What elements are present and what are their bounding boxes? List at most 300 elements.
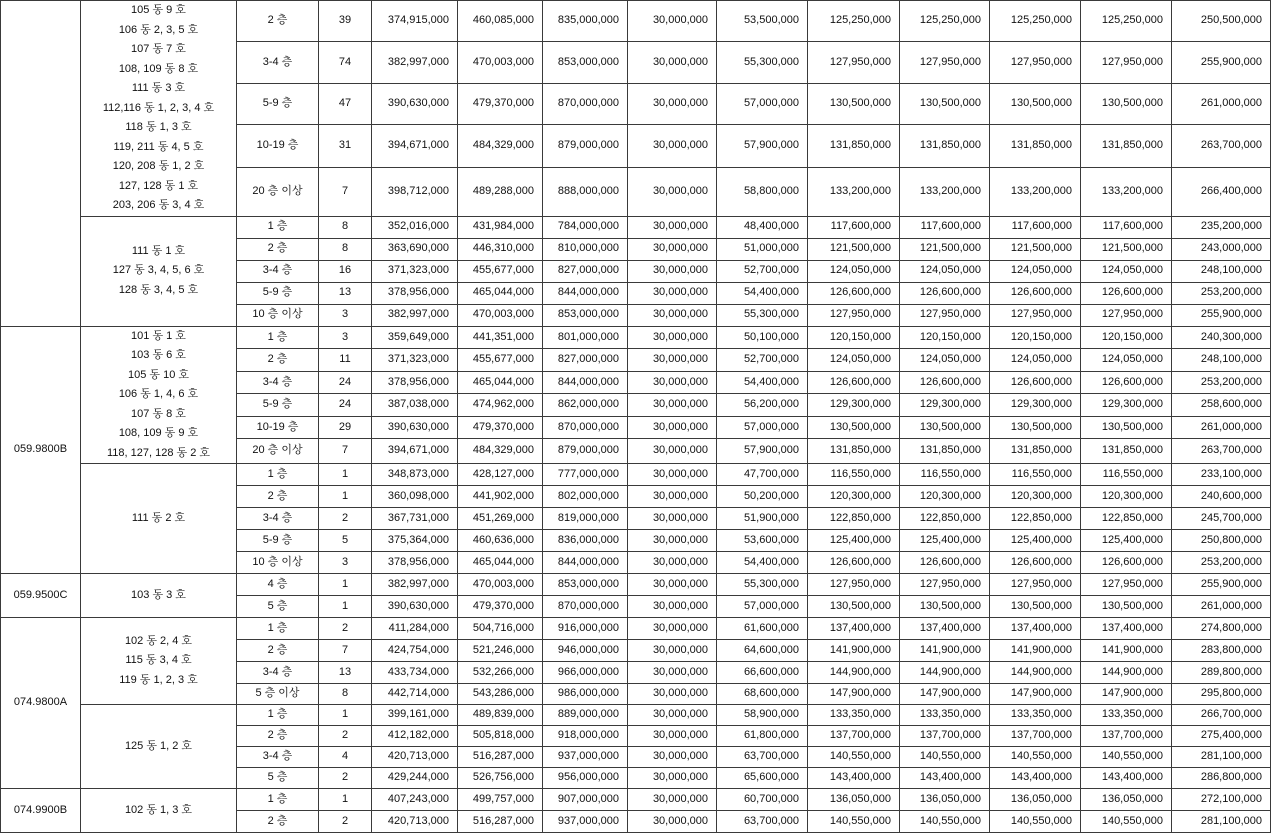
amount-cell: 889,000,000	[543, 705, 628, 726]
amount-cell: 57,000,000	[717, 83, 808, 124]
amount-cell: 255,900,000	[1172, 304, 1271, 326]
amount-cell: 30,000,000	[628, 640, 717, 662]
amount-cell: 378,956,000	[372, 371, 458, 394]
amount-cell: 127,950,000	[808, 304, 900, 326]
dong-ho-line: 127, 128 동 1 호	[118, 179, 199, 192]
amount-cell: 143,400,000	[900, 768, 990, 789]
amount-cell: 131,850,000	[900, 125, 990, 167]
amount-cell: 120,150,000	[900, 326, 990, 349]
amount-cell: 360,098,000	[372, 486, 458, 508]
amount-cell: 937,000,000	[543, 747, 628, 768]
amount-cell: 51,000,000	[717, 238, 808, 260]
amount-cell: 124,050,000	[1081, 349, 1172, 372]
floor-cell: 1 층	[237, 216, 319, 238]
amount-cell: 442,714,000	[372, 684, 458, 705]
amount-cell: 122,850,000	[990, 508, 1081, 530]
amount-cell: 130,500,000	[900, 596, 990, 618]
amount-cell: 261,000,000	[1172, 596, 1271, 618]
amount-cell: 777,000,000	[543, 464, 628, 486]
amount-cell: 516,287,000	[458, 811, 543, 833]
amount-cell: 116,550,000	[990, 464, 1081, 486]
amount-cell: 120,300,000	[990, 486, 1081, 508]
amount-cell: 144,900,000	[808, 662, 900, 684]
amount-cell: 295,800,000	[1172, 684, 1271, 705]
unit-count-cell: 16	[319, 260, 372, 282]
floor-cell: 2 층	[237, 726, 319, 747]
amount-cell: 133,350,000	[990, 705, 1081, 726]
amount-cell: 431,984,000	[458, 216, 543, 238]
amount-cell: 127,950,000	[990, 574, 1081, 596]
amount-cell: 131,850,000	[900, 439, 990, 464]
unit-count-cell: 13	[319, 282, 372, 304]
dong-ho-line: 119, 211 동 4, 5 호	[113, 140, 204, 153]
dong-ho-line: 203, 206 동 3, 4 호	[112, 199, 205, 211]
unit-count-cell: 8	[319, 684, 372, 705]
amount-cell: 281,100,000	[1172, 811, 1271, 833]
amount-cell: 48,400,000	[717, 216, 808, 238]
amount-cell: 879,000,000	[543, 439, 628, 464]
unit-count-cell: 24	[319, 371, 372, 394]
amount-cell: 240,300,000	[1172, 326, 1271, 349]
unit-count-cell: 74	[319, 42, 372, 83]
amount-cell: 52,700,000	[717, 349, 808, 372]
amount-cell: 50,200,000	[717, 486, 808, 508]
amount-cell: 489,839,000	[458, 705, 543, 726]
floor-cell: 20 층 이상	[237, 439, 319, 464]
amount-cell: 504,716,000	[458, 618, 543, 640]
amount-cell: 470,003,000	[458, 574, 543, 596]
amount-cell: 844,000,000	[543, 282, 628, 304]
amount-cell: 30,000,000	[628, 662, 717, 684]
amount-cell: 30,000,000	[628, 238, 717, 260]
amount-cell: 352,016,000	[372, 216, 458, 238]
amount-cell: 127,950,000	[1081, 574, 1172, 596]
unit-count-cell: 8	[319, 238, 372, 260]
amount-cell: 441,351,000	[458, 326, 543, 349]
amount-cell: 126,600,000	[808, 282, 900, 304]
amount-cell: 121,500,000	[990, 238, 1081, 260]
unit-count-cell: 1	[319, 789, 372, 811]
amount-cell: 378,956,000	[372, 552, 458, 574]
floor-cell: 2 층	[237, 811, 319, 833]
dong-ho-line: 108, 109 동 8 호	[118, 62, 199, 75]
amount-cell: 133,200,000	[1081, 167, 1172, 216]
amount-cell: 125,400,000	[808, 530, 900, 552]
amount-cell: 956,000,000	[543, 768, 628, 789]
amount-cell: 253,200,000	[1172, 282, 1271, 304]
amount-cell: 870,000,000	[543, 416, 628, 439]
amount-cell: 460,636,000	[458, 530, 543, 552]
amount-cell: 250,800,000	[1172, 530, 1271, 552]
dong-ho-line: 106 동 2, 3, 5 호	[118, 23, 199, 36]
table-row	[1, 464, 1271, 486]
amount-cell: 30,000,000	[628, 530, 717, 552]
dong-ho-line: 119 동 1, 2, 3 호	[119, 673, 198, 686]
amount-cell: 120,300,000	[1081, 486, 1172, 508]
amount-cell: 543,286,000	[458, 684, 543, 705]
amount-cell: 455,677,000	[458, 349, 543, 372]
amount-cell: 30,000,000	[628, 574, 717, 596]
amount-cell: 451,269,000	[458, 508, 543, 530]
dong-ho-line: 103 동 3 호	[131, 588, 186, 601]
amount-cell: 375,364,000	[372, 530, 458, 552]
amount-cell: 398,712,000	[372, 167, 458, 216]
floor-cell: 3-4 층	[237, 260, 319, 282]
amount-cell: 420,713,000	[372, 811, 458, 833]
unit-count-cell: 1	[319, 596, 372, 618]
unit-count-cell: 3	[319, 552, 372, 574]
amount-cell: 253,200,000	[1172, 371, 1271, 394]
amount-cell: 261,000,000	[1172, 416, 1271, 439]
amount-cell: 844,000,000	[543, 552, 628, 574]
amount-cell: 390,630,000	[372, 596, 458, 618]
amount-cell: 131,850,000	[990, 439, 1081, 464]
dong-ho-line: 105 동 10 호	[127, 368, 189, 381]
amount-cell: 68,600,000	[717, 684, 808, 705]
dong-ho-line: 111 동 2 호	[131, 511, 186, 524]
amount-cell: 30,000,000	[628, 811, 717, 833]
amount-cell: 54,400,000	[717, 282, 808, 304]
amount-cell: 136,050,000	[808, 789, 900, 811]
amount-cell: 484,329,000	[458, 125, 543, 167]
amount-cell: 286,800,000	[1172, 768, 1271, 789]
amount-cell: 122,850,000	[1081, 508, 1172, 530]
dong-ho-line: 111 동 1 호	[131, 244, 186, 257]
amount-cell: 30,000,000	[628, 747, 717, 768]
dong-ho-line: 127 동 3, 4, 5, 6 호	[112, 264, 205, 277]
amount-cell: 66,600,000	[717, 662, 808, 684]
unit-count-cell: 2	[319, 618, 372, 640]
amount-cell: 51,900,000	[717, 508, 808, 530]
amount-cell: 801,000,000	[543, 326, 628, 349]
amount-cell: 131,850,000	[808, 125, 900, 167]
unit-count-cell: 47	[319, 83, 372, 124]
housing-type-cell: 059.9800B	[1, 326, 81, 574]
amount-cell: 394,671,000	[372, 439, 458, 464]
amount-cell: 117,600,000	[1081, 216, 1172, 238]
amount-cell: 30,000,000	[628, 167, 717, 216]
dong-ho-line: 105 동 9 호	[131, 4, 186, 16]
amount-cell: 54,400,000	[717, 371, 808, 394]
amount-cell: 120,300,000	[808, 486, 900, 508]
floor-cell: 10-19 층	[237, 416, 319, 439]
amount-cell: 127,950,000	[808, 42, 900, 83]
amount-cell: 30,000,000	[628, 216, 717, 238]
amount-cell: 126,600,000	[900, 371, 990, 394]
dong-ho-line: 128 동 3, 4, 5 호	[118, 283, 199, 296]
floor-cell: 5 층 이상	[237, 684, 319, 705]
amount-cell: 489,288,000	[458, 167, 543, 216]
amount-cell: 122,850,000	[808, 508, 900, 530]
floor-cell: 3-4 층	[237, 747, 319, 768]
amount-cell: 121,500,000	[808, 238, 900, 260]
amount-cell: 117,600,000	[900, 216, 990, 238]
amount-cell: 255,900,000	[1172, 574, 1271, 596]
amount-cell: 129,300,000	[900, 394, 990, 417]
amount-cell: 374,915,000	[372, 1, 458, 42]
amount-cell: 126,600,000	[900, 552, 990, 574]
amount-cell: 136,050,000	[990, 789, 1081, 811]
table-row	[1, 1, 1271, 42]
amount-cell: 53,500,000	[717, 1, 808, 42]
amount-cell: 124,050,000	[900, 260, 990, 282]
amount-cell: 131,850,000	[990, 125, 1081, 167]
floor-cell: 3-4 층	[237, 371, 319, 394]
amount-cell: 126,600,000	[808, 552, 900, 574]
amount-cell: 441,902,000	[458, 486, 543, 508]
amount-cell: 986,000,000	[543, 684, 628, 705]
amount-cell: 144,900,000	[1081, 662, 1172, 684]
unit-count-cell: 2	[319, 508, 372, 530]
floor-cell: 2 층	[237, 1, 319, 42]
amount-cell: 433,734,000	[372, 662, 458, 684]
amount-cell: 446,310,000	[458, 238, 543, 260]
amount-cell: 470,003,000	[458, 304, 543, 326]
dong-ho-cell	[81, 216, 237, 326]
table-row	[1, 216, 1271, 238]
amount-cell: 116,550,000	[900, 464, 990, 486]
amount-cell: 140,550,000	[900, 747, 990, 768]
amount-cell: 140,550,000	[900, 811, 990, 833]
floor-cell: 2 층	[237, 349, 319, 372]
floor-cell: 1 층	[237, 789, 319, 811]
amount-cell: 274,800,000	[1172, 618, 1271, 640]
amount-cell: 144,900,000	[990, 662, 1081, 684]
amount-cell: 382,997,000	[372, 42, 458, 83]
amount-cell: 131,850,000	[1081, 125, 1172, 167]
amount-cell: 359,649,000	[372, 326, 458, 349]
amount-cell: 124,050,000	[990, 260, 1081, 282]
amount-cell: 879,000,000	[543, 125, 628, 167]
amount-cell: 140,550,000	[808, 811, 900, 833]
amount-cell: 946,000,000	[543, 640, 628, 662]
amount-cell: 263,700,000	[1172, 439, 1271, 464]
amount-cell: 30,000,000	[628, 326, 717, 349]
amount-cell: 133,200,000	[900, 167, 990, 216]
dong-ho-cell	[81, 464, 237, 574]
amount-cell: 30,000,000	[628, 464, 717, 486]
amount-cell: 124,050,000	[808, 260, 900, 282]
unit-count-cell: 1	[319, 486, 372, 508]
dong-ho-line: 111 동 3 호	[131, 82, 186, 94]
amount-cell: 127,950,000	[900, 42, 990, 83]
amount-cell: 505,818,000	[458, 726, 543, 747]
amount-cell: 30,000,000	[628, 42, 717, 83]
amount-cell: 117,600,000	[990, 216, 1081, 238]
dong-ho-line: 101 동 1 호	[131, 329, 186, 342]
amount-cell: 130,500,000	[990, 416, 1081, 439]
unit-count-cell: 39	[319, 1, 372, 42]
amount-cell: 125,400,000	[900, 530, 990, 552]
dong-ho-cell	[81, 618, 237, 705]
amount-cell: 133,350,000	[1081, 705, 1172, 726]
amount-cell: 862,000,000	[543, 394, 628, 417]
floor-cell: 3-4 층	[237, 508, 319, 530]
amount-cell: 143,400,000	[1081, 768, 1172, 789]
amount-cell: 455,677,000	[458, 260, 543, 282]
amount-cell: 129,300,000	[808, 394, 900, 417]
amount-cell: 394,671,000	[372, 125, 458, 167]
unit-count-cell: 1	[319, 705, 372, 726]
amount-cell: 63,700,000	[717, 811, 808, 833]
floor-cell: 1 층	[237, 705, 319, 726]
amount-cell: 144,900,000	[900, 662, 990, 684]
amount-cell: 137,400,000	[900, 618, 990, 640]
amount-cell: 147,900,000	[808, 684, 900, 705]
amount-cell: 130,500,000	[1081, 596, 1172, 618]
amount-cell: 126,600,000	[1081, 282, 1172, 304]
amount-cell: 140,550,000	[1081, 747, 1172, 768]
amount-cell: 127,950,000	[808, 574, 900, 596]
amount-cell: 141,900,000	[1081, 640, 1172, 662]
table-row	[1, 705, 1271, 726]
amount-cell: 137,700,000	[900, 726, 990, 747]
amount-cell: 126,600,000	[990, 282, 1081, 304]
floor-cell: 5 층	[237, 596, 319, 618]
amount-cell: 133,350,000	[808, 705, 900, 726]
amount-cell: 30,000,000	[628, 684, 717, 705]
amount-cell: 428,127,000	[458, 464, 543, 486]
amount-cell: 30,000,000	[628, 552, 717, 574]
dong-ho-line: 118, 127, 128 동 2 호	[106, 446, 210, 459]
amount-cell: 870,000,000	[543, 596, 628, 618]
amount-cell: 399,161,000	[372, 705, 458, 726]
amount-cell: 30,000,000	[628, 596, 717, 618]
amount-cell: 470,003,000	[458, 42, 543, 83]
amount-cell: 429,244,000	[372, 768, 458, 789]
amount-cell: 121,500,000	[900, 238, 990, 260]
unit-count-cell: 3	[319, 304, 372, 326]
dong-ho-line: 102 동 2, 4 호	[124, 634, 193, 647]
amount-cell: 870,000,000	[543, 83, 628, 124]
amount-cell: 255,900,000	[1172, 42, 1271, 83]
dong-ho-cell	[81, 1, 237, 217]
amount-cell: 125,250,000	[808, 1, 900, 42]
amount-cell: 127,950,000	[1081, 42, 1172, 83]
amount-cell: 263,700,000	[1172, 125, 1271, 167]
floor-cell: 5-9 층	[237, 394, 319, 417]
amount-cell: 30,000,000	[628, 349, 717, 372]
amount-cell: 124,050,000	[808, 349, 900, 372]
dong-ho-line: 112,116 동 1, 2, 3, 4 호	[102, 101, 215, 114]
amount-cell: 460,085,000	[458, 1, 543, 42]
unit-count-cell: 29	[319, 416, 372, 439]
amount-cell: 140,550,000	[990, 747, 1081, 768]
amount-cell: 465,044,000	[458, 552, 543, 574]
amount-cell: 387,038,000	[372, 394, 458, 417]
floor-cell: 20 층 이상	[237, 167, 319, 216]
amount-cell: 127,950,000	[900, 304, 990, 326]
amount-cell: 516,287,000	[458, 747, 543, 768]
amount-cell: 30,000,000	[628, 83, 717, 124]
amount-cell: 140,550,000	[808, 747, 900, 768]
amount-cell: 143,400,000	[808, 768, 900, 789]
amount-cell: 122,850,000	[900, 508, 990, 530]
amount-cell: 61,800,000	[717, 726, 808, 747]
amount-cell: 130,500,000	[990, 83, 1081, 124]
amount-cell: 130,500,000	[990, 596, 1081, 618]
amount-cell: 137,400,000	[1081, 618, 1172, 640]
amount-cell: 30,000,000	[628, 394, 717, 417]
amount-cell: 479,370,000	[458, 596, 543, 618]
price-table-body	[1, 1, 1271, 833]
amount-cell: 133,200,000	[808, 167, 900, 216]
amount-cell: 141,900,000	[990, 640, 1081, 662]
amount-cell: 127,950,000	[900, 574, 990, 596]
amount-cell: 382,997,000	[372, 304, 458, 326]
amount-cell: 479,370,000	[458, 416, 543, 439]
amount-cell: 58,800,000	[717, 167, 808, 216]
amount-cell: 129,300,000	[1081, 394, 1172, 417]
floor-cell: 1 층	[237, 326, 319, 349]
unit-count-cell: 7	[319, 167, 372, 216]
amount-cell: 140,550,000	[1081, 811, 1172, 833]
amount-cell: 784,000,000	[543, 216, 628, 238]
amount-cell: 61,600,000	[717, 618, 808, 640]
floor-cell: 1 층	[237, 618, 319, 640]
amount-cell: 844,000,000	[543, 371, 628, 394]
amount-cell: 289,800,000	[1172, 662, 1271, 684]
amount-cell: 57,000,000	[717, 416, 808, 439]
amount-cell: 532,266,000	[458, 662, 543, 684]
floor-cell: 2 층	[237, 238, 319, 260]
amount-cell: 137,700,000	[990, 726, 1081, 747]
amount-cell: 827,000,000	[543, 260, 628, 282]
amount-cell: 53,600,000	[717, 530, 808, 552]
amount-cell: 253,200,000	[1172, 552, 1271, 574]
amount-cell: 137,700,000	[1081, 726, 1172, 747]
amount-cell: 57,900,000	[717, 439, 808, 464]
amount-cell: 266,700,000	[1172, 705, 1271, 726]
amount-cell: 30,000,000	[628, 508, 717, 530]
amount-cell: 30,000,000	[628, 304, 717, 326]
amount-cell: 465,044,000	[458, 282, 543, 304]
unit-count-cell: 7	[319, 439, 372, 464]
amount-cell: 407,243,000	[372, 789, 458, 811]
unit-count-cell: 3	[319, 326, 372, 349]
amount-cell: 127,950,000	[1081, 304, 1172, 326]
amount-cell: 853,000,000	[543, 42, 628, 83]
dong-ho-line: 107 동 8 호	[131, 407, 186, 420]
unit-count-cell: 11	[319, 349, 372, 372]
housing-type-cell: 074.9900B	[1, 789, 81, 833]
amount-cell: 116,550,000	[1081, 464, 1172, 486]
amount-cell: 57,900,000	[717, 125, 808, 167]
amount-cell: 55,300,000	[717, 304, 808, 326]
amount-cell: 30,000,000	[628, 705, 717, 726]
dong-ho-cell	[81, 574, 237, 618]
amount-cell: 835,000,000	[543, 1, 628, 42]
amount-cell: 130,500,000	[1081, 416, 1172, 439]
amount-cell: 248,100,000	[1172, 349, 1271, 372]
amount-cell: 30,000,000	[628, 260, 717, 282]
unit-count-cell: 8	[319, 216, 372, 238]
amount-cell: 30,000,000	[628, 371, 717, 394]
amount-cell: 836,000,000	[543, 530, 628, 552]
amount-cell: 810,000,000	[543, 238, 628, 260]
dong-ho-line: 118 동 1, 3 호	[125, 121, 192, 133]
unit-count-cell: 1	[319, 464, 372, 486]
amount-cell: 117,600,000	[808, 216, 900, 238]
amount-cell: 382,997,000	[372, 574, 458, 596]
amount-cell: 143,400,000	[990, 768, 1081, 789]
amount-cell: 272,100,000	[1172, 789, 1271, 811]
amount-cell: 126,600,000	[1081, 552, 1172, 574]
dong-ho-line: 107 동 7 호	[131, 43, 186, 55]
amount-cell: 126,600,000	[990, 552, 1081, 574]
dong-ho-line: 102 동 1, 3 호	[124, 803, 193, 816]
dong-ho-line: 120, 208 동 1, 2 호	[112, 160, 205, 172]
